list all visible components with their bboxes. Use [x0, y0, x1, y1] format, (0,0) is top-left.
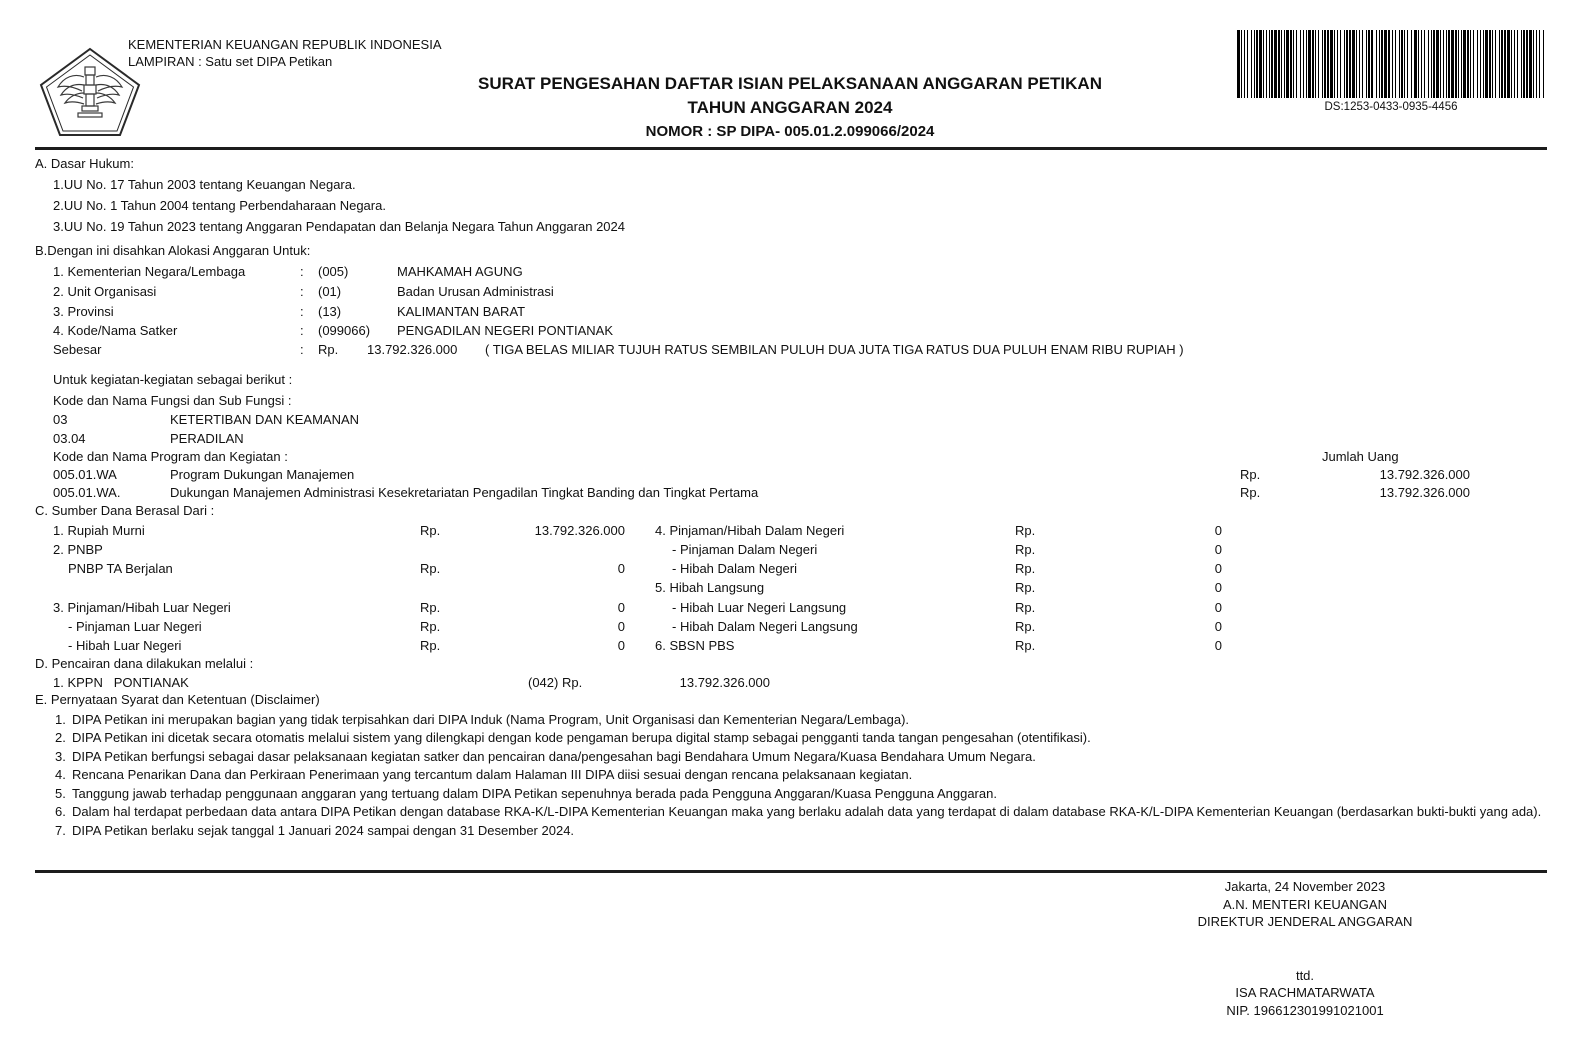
alokasi-row-code: (01): [318, 284, 342, 299]
signature-position: DIREKTUR JENDERAL ANGGARAN: [1197, 914, 1413, 929]
footer-divider: [35, 870, 1547, 873]
alokasi-row-value: KALIMANTAN BARAT: [397, 304, 526, 319]
alokasi-row-code: (005): [318, 264, 349, 279]
alokasi-row-value: MAHKAMAH AGUNG: [397, 264, 523, 279]
dasar-hukum-item: 3.UU No. 19 Tahun 2023 tentang Anggaran Pendapatan dan Belanja Negara Tahun Anggaran 2024: [53, 219, 625, 234]
signature-on-behalf: A.N. MENTERI KEUANGAN: [1223, 896, 1387, 912]
sebesar-label: Sebesar: [53, 342, 102, 357]
colon: :: [300, 304, 304, 319]
sumber-dana-label: - Pinjaman Luar Negeri: [68, 619, 202, 634]
alokasi-row-code: (099066): [318, 323, 371, 338]
disclaimer-num: 4.: [55, 767, 66, 782]
barcode-label: DS:1253-0433-0935-4456: [1324, 101, 1458, 113]
alokasi-row-label: 4. Kode/Nama Satker: [53, 323, 178, 338]
section-c-heading: C. Sumber Dana Berasal Dari :: [35, 503, 215, 518]
sumber-dana-label: 6. SBSN PBS: [655, 638, 735, 653]
kegiatan-intro: Untuk kegiatan-kegiatan sebagai berikut :: [53, 372, 293, 387]
program-currency: Rp.: [1240, 467, 1261, 482]
sumber-dana-currency: Rp.: [420, 523, 441, 538]
lampiran-note: LAMPIRAN : Satu set DIPA Petikan: [128, 54, 333, 69]
kppn-label: 1. KPPN PONTIANAK: [53, 675, 189, 690]
sebesar-amount: 13.792.326.000: [367, 342, 458, 357]
sumber-dana-currency: Rp.: [420, 561, 441, 576]
sumber-dana-amount: 0: [1214, 523, 1222, 538]
sumber-dana-label: - Hibah Dalam Negeri Langsung: [672, 619, 858, 634]
sumber-dana-currency: Rp.: [1015, 600, 1036, 615]
sumber-dana-amount: 0: [1214, 542, 1222, 557]
alokasi-row-label: 1. Kementerian Negara/Lembaga: [53, 264, 246, 279]
sumber-dana-label: 4. Pinjaman/Hibah Dalam Negeri: [655, 523, 845, 538]
disclaimer-num: 6.: [55, 804, 66, 819]
sebesar-currency: Rp.: [318, 342, 339, 357]
sumber-dana-currency: Rp.: [420, 619, 441, 634]
program-currency: Rp.: [1240, 485, 1261, 500]
sebesar-amount-words: ( TIGA BELAS MILIAR TUJUH RATUS SEMBILAN PULUH DUA JUTA TIGA RATUS DUA PULUH ENAM RIBU RUPIAH ): [485, 342, 1184, 357]
colon: :: [300, 342, 304, 357]
disclaimer-num: 2.: [55, 730, 66, 745]
disclaimer-num: 1.: [55, 712, 66, 727]
alokasi-row-value: PENGADILAN NEGERI PONTIANAK: [397, 323, 613, 338]
sumber-dana-currency: Rp.: [1015, 523, 1036, 538]
sumber-dana-label: 1. Rupiah Murni: [53, 523, 145, 538]
disclaimer-text: DIPA Petikan ini dicetak secara otomatis melalui sistem yang dilengkapi dengan kode pengaman berupa digital stamp sebagai pengganti tanda tangan pengesahan (otentifikasi).: [72, 730, 1091, 745]
sumber-dana-currency: Rp.: [420, 638, 441, 653]
colon: :: [300, 264, 304, 279]
dasar-hukum-item: 1.UU No. 17 Tahun 2003 tentang Keuangan Negara.: [53, 177, 356, 192]
sumber-dana-currency: Rp.: [1015, 561, 1036, 576]
dasar-hukum-item: 2.UU No. 1 Tahun 2004 tentang Perbendaharaan Negara.: [53, 198, 386, 213]
signature-place-date: Jakarta, 24 November 2023: [1224, 879, 1386, 894]
program-amount: 13.792.326.000: [1379, 485, 1470, 500]
sumber-dana-label: - Hibah Dalam Negeri: [672, 561, 797, 576]
kppn-code: (042): [528, 675, 559, 690]
sumber-dana-amount: 0: [617, 600, 625, 615]
ministry-name: KEMENTERIAN KEUANGAN REPUBLIK INDONESIA: [128, 37, 442, 52]
colon: :: [300, 323, 304, 338]
program-name: Program Dukungan Manajemen: [170, 467, 355, 482]
sumber-dana-label: 3. Pinjaman/Hibah Luar Negeri: [53, 600, 231, 615]
sumber-dana-currency: Rp.: [1015, 542, 1036, 557]
header-divider: [35, 147, 1547, 150]
disclaimer-text: DIPA Petikan berlaku sejak tanggal 1 Januari 2024 sampai dengan 31 Desember 2024.: [72, 823, 575, 838]
fungsi-name: KETERTIBAN DAN KEAMANAN: [170, 412, 360, 427]
sumber-dana-currency: Rp.: [420, 600, 441, 615]
sumber-dana-label: 2. PNBP: [53, 542, 103, 557]
document-title-line1: SURAT PENGESAHAN DAFTAR ISIAN PELAKSANAAN ANGGARAN PETIKAN: [478, 74, 1102, 93]
alokasi-row-label: 2. Unit Organisasi: [53, 284, 157, 299]
sumber-dana-amount: 0: [617, 638, 625, 653]
disclaimer-text: Tanggung jawab terhadap penggunaan anggaran yang tertuang dalam DIPA Petikan sepenuhnya berada pada Pengguna Anggaran/Kuasa Pengguna Anggaran.: [72, 786, 997, 801]
disclaimer-num: 5.: [55, 786, 66, 801]
sumber-dana-amount: 0: [1214, 580, 1222, 595]
disclaimer-num: 3.: [55, 749, 66, 764]
sumber-dana-label: - Hibah Luar Negeri: [68, 638, 182, 653]
kppn-amount: 13.792.326.000: [679, 675, 770, 690]
signature-block: [1100, 878, 1510, 1019]
kementerian-keuangan-logo-icon: [38, 47, 142, 137]
fungsi-code: 03.04: [53, 431, 86, 446]
alokasi-row-label: 3. Provinsi: [53, 304, 114, 319]
sumber-dana-label: - Pinjaman Dalam Negeri: [672, 542, 818, 557]
disclaimer-text: DIPA Petikan ini merupakan bagian yang tidak terpisahkan dari DIPA Induk (Nama Program, Unit Organisasi dan Kementerian Negara/Lembaga).: [72, 712, 910, 727]
sumber-dana-label: - Hibah Luar Negeri Langsung: [672, 600, 847, 615]
program-heading: Kode dan Nama Program dan Kegiatan :: [53, 449, 288, 464]
disclaimer-text: Rencana Penarikan Dana dan Perkiraan Penerimaan yang tercantum dalam Halaman III DIPA diisi sesuai dengan rencana pelaksanaan kegiatan.: [72, 767, 913, 782]
sumber-dana-amount: 0: [617, 619, 625, 634]
program-amount: 13.792.326.000: [1379, 467, 1470, 482]
alokasi-row-value: Badan Urusan Administrasi: [397, 284, 554, 299]
sumber-dana-currency: Rp.: [1015, 638, 1036, 653]
digital-stamp-barcode: [1237, 30, 1545, 98]
section-e-heading: E. Pernyataan Syarat dan Ketentuan (Disclaimer): [35, 692, 320, 707]
disclaimer-text: DIPA Petikan berfungsi sebagai dasar pelaksanaan kegiatan satker dan pencairan dana/pengesahan bagi Bendahara Umum Negara/Kuasa Bendahara Umum Negara.: [72, 749, 1036, 764]
sumber-dana-amount: 0: [1214, 619, 1222, 634]
colon: :: [300, 284, 304, 299]
section-b-heading: B.Dengan ini disahkan Alokasi Anggaran Untuk:: [35, 243, 311, 258]
fungsi-name: PERADILAN: [170, 431, 244, 446]
fungsi-code: 03: [53, 412, 68, 427]
program-name: Dukungan Manajemen Administrasi Kesekretariatan Pengadilan Tingkat Banding dan Tingkat Pertama: [170, 485, 759, 500]
sumber-dana-amount: 13.792.326.000: [534, 523, 625, 538]
sumber-dana-currency: Rp.: [1015, 580, 1036, 595]
fungsi-heading: Kode dan Nama Fungsi dan Sub Fungsi :: [53, 393, 292, 408]
sumber-dana-label: PNBP TA Berjalan: [68, 561, 173, 576]
jumlah-uang-header: Jumlah Uang: [1322, 449, 1399, 464]
sumber-dana-amount: 0: [617, 561, 625, 576]
signature-name: ISA RACHMATARWATA: [1235, 985, 1375, 1000]
sumber-dana-amount: 0: [1214, 600, 1222, 615]
sumber-dana-currency: Rp.: [1015, 619, 1036, 634]
section-d-heading: D. Pencairan dana dilakukan melalui :: [35, 656, 254, 671]
section-a-heading: A. Dasar Hukum:: [35, 156, 134, 171]
program-code: 005.01.WA.: [53, 485, 121, 500]
document-title-line2: TAHUN ANGGARAN 2024: [687, 98, 893, 117]
sumber-dana-label: 5. Hibah Langsung: [655, 580, 765, 595]
disclaimer-num: 7.: [55, 823, 66, 838]
document-number: NOMOR : SP DIPA- 005.01.2.099066/2024: [645, 123, 935, 140]
disclaimer-text: Dalam hal terdapat perbedaan data antara DIPA Petikan dengan database RKA-K/L-DIPA Kementerian Keuangan maka yang berlaku adalah data yang terdapat di dalam database RKA-K/L-DIPA Kementerian Keuangan (berdasarkan bukti-bukti yang ada).: [72, 804, 1542, 819]
signature-ttd: ttd.: [1295, 967, 1315, 983]
signature-nip: NIP. 196612301991021001: [1226, 1002, 1384, 1018]
kppn-currency: Rp.: [562, 675, 583, 690]
program-code: 005.01.WA: [53, 467, 117, 482]
alokasi-row-code: (13): [318, 304, 342, 319]
sumber-dana-amount: 0: [1214, 561, 1222, 576]
sumber-dana-amount: 0: [1214, 638, 1222, 653]
